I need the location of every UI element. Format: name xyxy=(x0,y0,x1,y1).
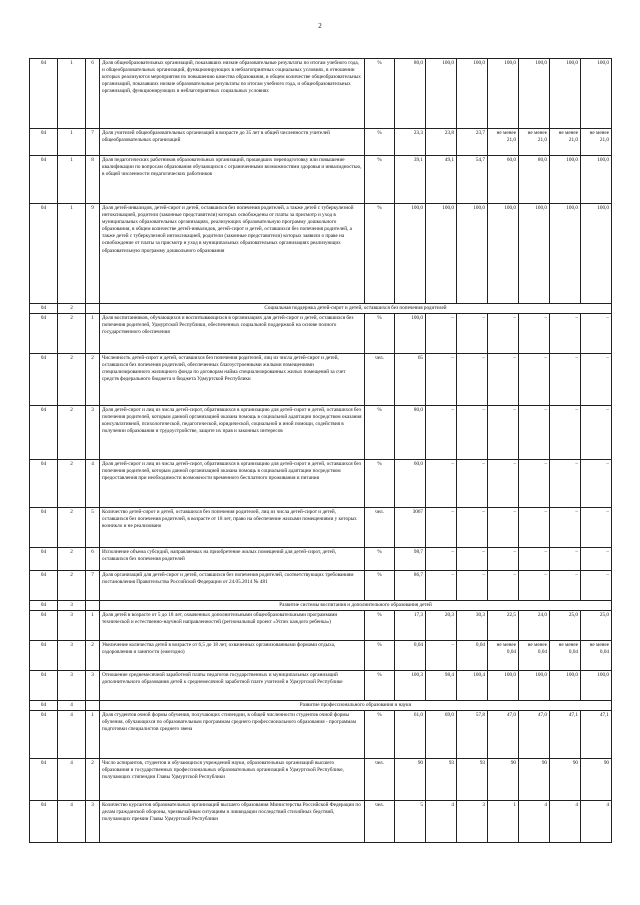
indicator-name-cell: Отношение среднемесячной заработной платы педагогов государственных и муниципальных организаций дополнительного образования детей к среднемесячной заработной плате учителей в Удмуртской Республике xyxy=(100,671,365,701)
value-cell: 100,0 xyxy=(581,156,612,204)
value-cell: – xyxy=(457,571,488,601)
value-cell: 98,7 xyxy=(395,548,426,571)
value-cell: 100,4 xyxy=(457,671,488,701)
indicator-name-cell: Доля детей в возрасте от 5 до 18 лет, охваченных дополнительными общеобразовательными программами технической и естественно-научной направленностей (региональный проект «Успех каждого ребенка») xyxy=(100,611,365,641)
value-cell: не менее 0,04 xyxy=(581,641,612,671)
indicator-name-cell: Доля студентов очной формы обучения, получающих стипендии, в общей численности студентов очной формы обучения, обучающихся по образовательным программам среднего профессионального образования - программам подготовки специалистов среднего звена xyxy=(100,711,365,759)
unit-cell: % xyxy=(365,156,395,204)
indicator-number-cell: 7 xyxy=(86,571,100,601)
value-cell: 47,1 xyxy=(581,711,612,759)
empty-cell xyxy=(86,304,100,314)
code-cell: 04 xyxy=(30,601,58,611)
subprogram-cell: 2 xyxy=(58,304,86,314)
code-cell: 04 xyxy=(30,156,58,204)
value-cell: 93 xyxy=(426,759,457,801)
value-cell: 100,0 xyxy=(550,156,581,204)
value-cell: – xyxy=(581,571,612,601)
value-cell: 60,0 xyxy=(395,460,426,508)
subprogram-cell: 4 xyxy=(58,801,86,843)
table-row xyxy=(30,406,612,460)
indicator-number-cell: 1 xyxy=(86,711,100,759)
value-cell: 60,0 xyxy=(488,156,519,204)
value-cell: 54,7 xyxy=(457,156,488,204)
subprogram-cell: 4 xyxy=(58,711,86,759)
value-cell: 90 xyxy=(395,759,426,801)
value-cell: – xyxy=(488,406,519,460)
value-cell: 90 xyxy=(581,759,612,801)
subprogram-cell: 1 xyxy=(58,156,86,204)
value-cell: 100,0 xyxy=(581,59,612,129)
value-cell: не менее 21,0 xyxy=(581,129,612,156)
table-row xyxy=(30,460,612,508)
code-cell: 04 xyxy=(30,548,58,571)
unit-cell: чел. xyxy=(365,354,395,406)
indicator-number-cell: 5 xyxy=(86,508,100,548)
indicator-number-cell: 6 xyxy=(86,548,100,571)
section-row xyxy=(30,601,612,611)
indicator-name-cell: Число аспирантов, студентов и обучающихся учреждений науки, образовательных организаций высшего образования и государственных профессиональных образовательных организаций в Удмуртской Республике, получающих стипендии Главы Удмуртской Республики xyxy=(100,759,365,801)
code-cell: 04 xyxy=(30,801,58,843)
value-cell: – xyxy=(581,406,612,460)
unit-cell: % xyxy=(365,129,395,156)
subprogram-cell: 1 xyxy=(58,204,86,304)
code-cell: 04 xyxy=(30,129,58,156)
value-cell: – xyxy=(550,571,581,601)
value-cell: 65 xyxy=(395,354,426,406)
value-cell: 80,0 xyxy=(395,406,426,460)
indicator-number-cell: 2 xyxy=(86,641,100,671)
table-row xyxy=(30,759,612,801)
value-cell: 30,3 xyxy=(457,611,488,641)
subprogram-cell: 3 xyxy=(58,671,86,701)
value-cell: 23,3 xyxy=(395,129,426,156)
section-row xyxy=(30,701,612,711)
subprogram-cell: 4 xyxy=(58,701,86,711)
empty-cell xyxy=(86,701,100,711)
table-row xyxy=(30,508,612,548)
subprogram-cell: 3 xyxy=(58,641,86,671)
value-cell: 69,0 xyxy=(426,711,457,759)
subprogram-cell: 2 xyxy=(58,548,86,571)
value-cell: 17,3 xyxy=(395,611,426,641)
value-cell: 22,5 xyxy=(488,611,519,641)
value-cell: не менее 21,0 xyxy=(550,129,581,156)
table-row xyxy=(30,548,612,571)
value-cell: 39,1 xyxy=(395,156,426,204)
indicator-number-cell: 1 xyxy=(86,611,100,641)
value-cell: 47,0 xyxy=(519,711,550,759)
indicator-number-cell: 2 xyxy=(86,354,100,406)
value-cell: – xyxy=(488,354,519,406)
table-row xyxy=(30,711,612,759)
table-row xyxy=(30,611,612,641)
table-row xyxy=(30,671,612,701)
indicator-name-cell: Доля педагогических работников образовательных организаций, прошедших переподготовку или повышение квалификации по вопросам образования обучающихся с ограниченными возможностями здоровья и инвалидностью, в общей численности педагогических работников xyxy=(100,156,365,204)
value-cell: 25,0 xyxy=(581,611,612,641)
indicator-number-cell: 8 xyxy=(86,156,100,204)
value-cell: 80,0 xyxy=(395,59,426,129)
value-cell: 47,1 xyxy=(550,711,581,759)
value-cell: не менее 21,0 xyxy=(488,129,519,156)
value-cell: – xyxy=(550,314,581,354)
value-cell: 100,0 xyxy=(581,204,612,304)
value-cell: не менее 0,04 xyxy=(550,641,581,671)
subprogram-cell: 2 xyxy=(58,354,86,406)
value-cell: 47,0 xyxy=(488,711,519,759)
value-cell: 90 xyxy=(488,759,519,801)
value-cell: – xyxy=(581,460,612,508)
value-cell: 100,0 xyxy=(550,59,581,129)
unit-cell: чел. xyxy=(365,801,395,843)
subprogram-cell: 4 xyxy=(58,759,86,801)
table-row xyxy=(30,314,612,354)
table-body xyxy=(30,59,612,843)
value-cell: – xyxy=(519,508,550,548)
code-cell: 04 xyxy=(30,571,58,601)
value-cell: 80,0 xyxy=(519,156,550,204)
value-cell: – xyxy=(488,508,519,548)
value-cell: – xyxy=(426,354,457,406)
indicator-number-cell: 2 xyxy=(86,759,100,801)
indicator-name-cell: Количество детей-сирот и детей, оставшихся без попечения родителей, лиц из числа детей-сирот и детей, оставшихся без попечения родителей, в возрасте от 18 лет, право на обеспечение жилыми помещениями у которых возникло и не реализовано xyxy=(100,508,365,548)
table-row xyxy=(30,571,612,601)
unit-cell: % xyxy=(365,671,395,701)
value-cell: – xyxy=(519,460,550,508)
value-cell: – xyxy=(519,314,550,354)
unit-cell: % xyxy=(365,711,395,759)
indicator-name-cell: Доля воспитанников, обучающихся и воспитывающихся в организациях для детей-сирот и детей, оставшихся без попечения родителей, Удмуртской Республики, обеспеченных социальной поддержкой на основе полного государственного обеспечения xyxy=(100,314,365,354)
unit-cell: % xyxy=(365,406,395,460)
indicator-name-cell: Доля детей-сирот и лиц из числа детей-сирот, обратившихся в организацию для детей-сирот и детей, оставшихся без попечения родителей, которым данной организацией оказана помощь в социальной адаптации посредством предоставления при необходимости возможности временного бесплатного проживания и питания xyxy=(100,460,365,508)
value-cell: 1 xyxy=(488,801,519,843)
value-cell: – xyxy=(426,314,457,354)
code-cell: 04 xyxy=(30,759,58,801)
table-row xyxy=(30,129,612,156)
value-cell: – xyxy=(550,460,581,508)
value-cell: – xyxy=(581,548,612,571)
value-cell: – xyxy=(519,354,550,406)
value-cell: 100,0 xyxy=(426,59,457,129)
value-cell: 100,0 xyxy=(488,671,519,701)
value-cell: 100,0 xyxy=(457,204,488,304)
table-row xyxy=(30,641,612,671)
indicator-number-cell: 7 xyxy=(86,129,100,156)
table-row xyxy=(30,204,612,304)
code-cell: 04 xyxy=(30,711,58,759)
indicator-name-cell: Количество курсантов образовательных организаций высшего образования Министерства Российской Федерации по делам гражданской обороны, чрезвычайным ситуациям и ликвидации последствий стихийных бедствий, получающих премии Главы Удмуртской Республики xyxy=(100,801,365,843)
unit-cell: % xyxy=(365,204,395,304)
table-row xyxy=(30,156,612,204)
code-cell: 04 xyxy=(30,354,58,406)
value-cell: – xyxy=(457,508,488,548)
value-cell: 49,1 xyxy=(426,156,457,204)
value-cell: 4 xyxy=(426,801,457,843)
value-cell: – xyxy=(550,406,581,460)
value-cell: 100,0 xyxy=(519,671,550,701)
value-cell: 100,0 xyxy=(519,59,550,129)
unit-cell: чел. xyxy=(365,508,395,548)
value-cell: 23,7 xyxy=(457,129,488,156)
value-cell: 24,0 xyxy=(519,611,550,641)
indicator-number-cell: 3 xyxy=(86,801,100,843)
value-cell: – xyxy=(488,460,519,508)
indicator-name-cell: Исполнение объема субсидий, направляемых на приобретение жилых помещений для детей-сирот, детей, оставшихся без попечения родителей xyxy=(100,548,365,571)
value-cell: 3067 xyxy=(395,508,426,548)
code-cell: 04 xyxy=(30,701,58,711)
indicator-name-cell: Доля детей-сирот и лиц из числа детей-сирот, обратившихся в организацию для детей-сирот и детей, оставшихся без попечения родителей, которым данной организацией оказана помощь в социальной адаптации посредством оказания консультативной, психологической, педагогической, юридической, социальной и иной помощи, содействия в получении образования и трудоустройстве, защите их прав и законных интересов xyxy=(100,406,365,460)
code-cell: 04 xyxy=(30,406,58,460)
value-cell: 100,0 xyxy=(550,204,581,304)
empty-cell xyxy=(86,601,100,611)
page-number: 2 xyxy=(318,22,322,30)
indicator-number-cell: 3 xyxy=(86,671,100,701)
value-cell: 100,0 xyxy=(457,59,488,129)
value-cell: – xyxy=(519,571,550,601)
value-cell: – xyxy=(519,406,550,460)
value-cell: – xyxy=(426,508,457,548)
value-cell: 90 xyxy=(550,759,581,801)
indicator-number-cell: 1 xyxy=(86,314,100,354)
code-cell: 04 xyxy=(30,611,58,641)
value-cell: 100,0 xyxy=(550,671,581,701)
value-cell: 100,0 xyxy=(395,204,426,304)
code-cell: 04 xyxy=(30,508,58,548)
table-row xyxy=(30,801,612,843)
value-cell: – xyxy=(488,314,519,354)
value-cell: – xyxy=(457,460,488,508)
section-title: Социальная поддержка детей-сирот и детей, оставшихся без попечения родителей xyxy=(100,304,612,314)
value-cell: – xyxy=(581,354,612,406)
code-cell: 04 xyxy=(30,304,58,314)
unit-cell: % xyxy=(365,611,395,641)
code-cell: 04 xyxy=(30,204,58,304)
code-cell: 04 xyxy=(30,59,58,129)
value-cell: – xyxy=(550,508,581,548)
value-cell: – xyxy=(519,548,550,571)
value-cell: 86,7 xyxy=(395,571,426,601)
value-cell: 61,0 xyxy=(395,711,426,759)
value-cell: 100,0 xyxy=(395,314,426,354)
value-cell: – xyxy=(488,548,519,571)
value-cell: – xyxy=(426,460,457,508)
value-cell: – xyxy=(457,314,488,354)
value-cell: – xyxy=(426,406,457,460)
value-cell: – xyxy=(550,354,581,406)
subprogram-cell: 2 xyxy=(58,508,86,548)
unit-cell: % xyxy=(365,314,395,354)
section-row xyxy=(30,304,612,314)
value-cell: – xyxy=(426,571,457,601)
subprogram-cell: 2 xyxy=(58,460,86,508)
subprogram-cell: 3 xyxy=(58,601,86,611)
subprogram-cell: 2 xyxy=(58,571,86,601)
value-cell: 100,0 xyxy=(488,204,519,304)
unit-cell: % xyxy=(365,548,395,571)
table-row xyxy=(30,354,612,406)
value-cell: – xyxy=(581,314,612,354)
value-cell: – xyxy=(457,354,488,406)
value-cell: 20,3 xyxy=(426,611,457,641)
code-cell: 04 xyxy=(30,460,58,508)
subprogram-cell: 3 xyxy=(58,611,86,641)
value-cell: 98,4 xyxy=(426,671,457,701)
value-cell: 90 xyxy=(519,759,550,801)
table-row xyxy=(30,59,612,129)
value-cell: 5 xyxy=(395,801,426,843)
subprogram-cell: 2 xyxy=(58,406,86,460)
value-cell: не менее 0,04 xyxy=(519,641,550,671)
indicator-name-cell: Доля учителей общеобразовательных организаций в возрасте до 35 лет в общей численности учителей общеобразовательных организаций xyxy=(100,129,365,156)
value-cell: не менее 21,0 xyxy=(519,129,550,156)
indicator-name-cell: Увеличение количества детей в возрасте от 6,5 до 18 лет, охваченных организованными формами отдыха, оздоровления и занятости (ежегодно) xyxy=(100,641,365,671)
indicator-number-cell: 3 xyxy=(86,406,100,460)
value-cell: 0,04 xyxy=(457,641,488,671)
section-title: Развитие системы воспитания и дополнительного образования детей xyxy=(100,601,612,611)
value-cell: 4 xyxy=(519,801,550,843)
code-cell: 04 xyxy=(30,314,58,354)
value-cell: 23,8 xyxy=(426,129,457,156)
indicator-name-cell: Доля детей-инвалидов, детей-сирот и детей, оставшихся без попечения родителей, а также детей с туберкулезной интоксикацией, родители (законные представители) которых освобождены от платы за присмотр и уход в муниципальных образовательных организациях, реализующих образовательную программу дошкольного образования, в общем количестве детей-инвалидов, детей-сирот и детей, оставшихся без попечения родителей, а также детей с туберкулезной интоксикацией, родители (законные представители) которых заявили о праве на освобождение от платы за присмотр и уход в муниципальных образовательных организациях реализующих образовательную программу дошкольного образования xyxy=(100,204,365,304)
value-cell: 100,0 xyxy=(519,204,550,304)
value-cell: – xyxy=(426,641,457,671)
subprogram-cell: 2 xyxy=(58,314,86,354)
indicators-table xyxy=(29,58,612,843)
unit-cell: % xyxy=(365,59,395,129)
unit-cell: % xyxy=(365,571,395,601)
unit-cell: % xyxy=(365,460,395,508)
value-cell: – xyxy=(581,508,612,548)
indicator-number-cell: 4 xyxy=(86,460,100,508)
value-cell: – xyxy=(457,406,488,460)
value-cell: – xyxy=(426,548,457,571)
code-cell: 04 xyxy=(30,641,58,671)
unit-cell: чел. xyxy=(365,759,395,801)
value-cell: 100,0 xyxy=(488,59,519,129)
value-cell: – xyxy=(550,548,581,571)
unit-cell: % xyxy=(365,641,395,671)
subprogram-cell: 1 xyxy=(58,59,86,129)
value-cell: 100,0 xyxy=(581,671,612,701)
indicator-name-cell: Доля общеобразовательных организаций, показавших низкие образовательные результаты по итогам учебного года, и общеобразовательных организаций, функционирующих в неблагоприятных социальных условиях, в отношении которых реализуются мероприятия по повышению качества образования, в общем количестве общеобразовательных организаций, показавших низкие образовательные результаты по итогам учебного года, и общеобразовательных организаций, функционирующих в неблагоприятных социальных условиях xyxy=(100,59,365,129)
value-cell: 25,0 xyxy=(550,611,581,641)
value-cell: – xyxy=(488,571,519,601)
value-cell: 4 xyxy=(581,801,612,843)
indicator-name-cell: Численность детей-сирот и детей, оставшихся без попечения родителей, лиц из числа детей-сирот и детей, оставшихся без попечения родителей, обеспеченных благоустроенными жилыми помещениями специализированного жилищного фонда по договорам найма специализированных жилых помещений за счет средств федерального бюджета и бюджета Удмуртской Республики xyxy=(100,354,365,406)
value-cell: 93 xyxy=(457,759,488,801)
value-cell: 4 xyxy=(550,801,581,843)
indicator-number-cell: 6 xyxy=(86,59,100,129)
value-cell: 57,8 xyxy=(457,711,488,759)
value-cell: 100,0 xyxy=(426,204,457,304)
subprogram-cell: 1 xyxy=(58,129,86,156)
value-cell: – xyxy=(457,548,488,571)
section-title: Развитие профессионального образования и науки xyxy=(100,701,612,711)
code-cell: 04 xyxy=(30,671,58,701)
value-cell: 0,04 xyxy=(395,641,426,671)
value-cell: 3 xyxy=(457,801,488,843)
indicator-name-cell: Доля организаций для детей-сирот и детей, оставшихся без попечения родителей, соответствующих требованиям постановления Правительства Российской Федерации от 24.05.2014 № 481 xyxy=(100,571,365,601)
value-cell: не менее 0,04 xyxy=(488,641,519,671)
indicator-number-cell: 9 xyxy=(86,204,100,304)
value-cell: 100,3 xyxy=(395,671,426,701)
